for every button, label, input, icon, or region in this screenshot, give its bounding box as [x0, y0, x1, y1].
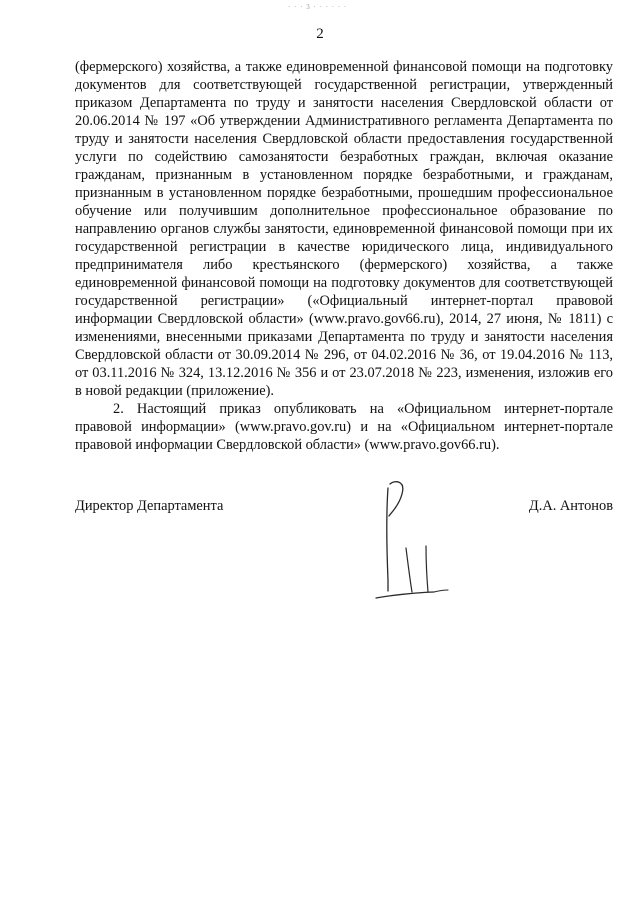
scan-mark: · · · 3 · · · · · ·: [288, 3, 348, 9]
document-body: [75, 58, 613, 454]
signatory-name: Д.А. Антонов: [528, 498, 613, 514]
paragraph-publication-order: 2. Настоящий приказ опубликовать на «Официальном интернет-портале правовой информации» (www.pravo.gov.ru) и на «Официальном интернет-портале правовой информации Свердловской области» (www.pravo.gov66.ru).: [75, 401, 613, 453]
signature-block: [75, 498, 613, 518]
handwritten-signature: [368, 476, 468, 606]
paragraph-amendment-text: (фермерского) хозяйства, а также единовременной финансовой помощи на подготовку документов для соответствующей государственной регистрации, утвержденный приказом Департамента по труду и занятости населения Свердловской области от 20.06.2014 № 197 «Об утверждении Административного регламента Департамента по труду и занятости населения Свердловской области предоставления государственной услуги по содействию самозанятости безработных граждан, включая оказание гражданам, признанным в установленном порядке безработными, и гражданам, признанным в установленном порядке безработными, прошедшим профессиональное обучение или получившим дополнительное профессиональное образование по направлению органов службы занятости, единовременной финансовой помощи при их государственной регистрации в качестве юридического лица, индивидуального предпринимателя либо крестьянского (фермерского) хозяйства, а также единовременной финансовой помощи на подготовку документов для соответствующей государственной регистрации» («Официальный интернет-портал правовой информации Свердловской области» (www.pravo.gov66.ru), 2014, 27 июня, № 1811) с изменениями, внесенными приказами Департамента по труду и занятости населения Свердловской области от 30.09.2014 № 296, от 04.02.2016 № 36, от 19.04.2016 № 113, от 03.11.2016 № 324, 13.12.2016 № 356 и от 23.07.2018 № 223, изменения, изложив его в новой редакции (приложение).: [75, 59, 613, 399]
page-number: 2: [316, 26, 324, 42]
signatory-position: Директор Департамента: [75, 498, 224, 514]
